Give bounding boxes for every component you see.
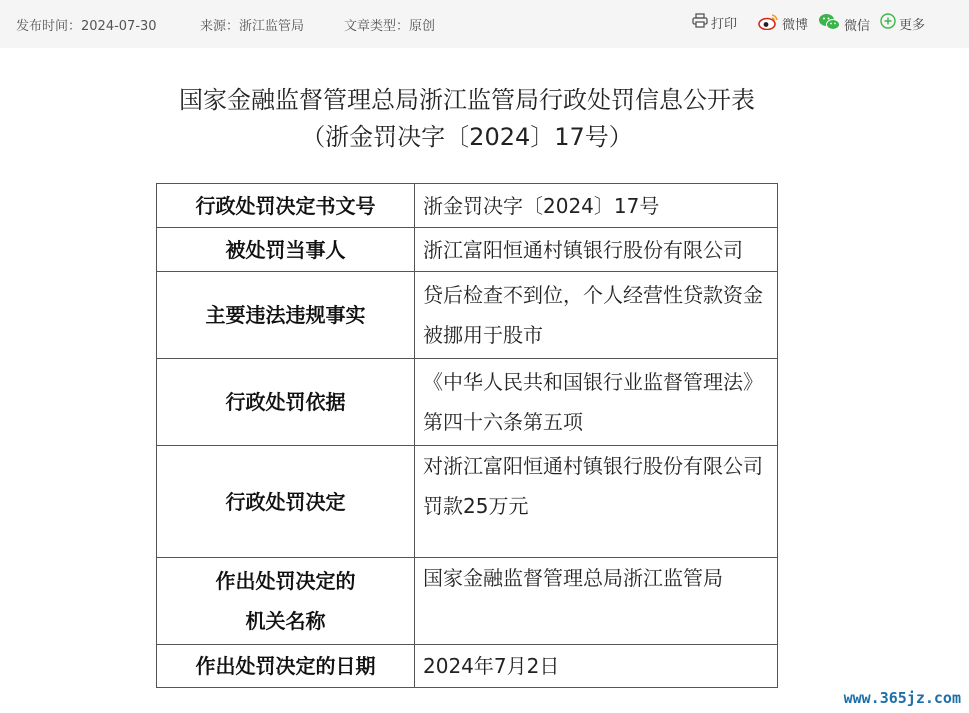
row-value: 对浙江富阳恒通村镇银行股份有限公司罚款25万元 bbox=[415, 446, 778, 558]
table-row bbox=[157, 558, 778, 645]
row-key-line: 机关名称 bbox=[245, 609, 326, 633]
table-row bbox=[157, 184, 778, 228]
source: 来源：浙江监管局 bbox=[200, 19, 305, 34]
row-value: 浙金罚决字〔2024〕17号 bbox=[415, 184, 778, 228]
row-key: 作出处罚决定的日期 bbox=[157, 645, 415, 688]
table-row bbox=[157, 272, 778, 359]
row-key: 被处罚当事人 bbox=[157, 228, 415, 272]
table-row bbox=[157, 228, 778, 272]
more-label: 更多 bbox=[899, 17, 926, 33]
row-value: 2024年7月2日 bbox=[415, 645, 778, 688]
page-title: 国家金融监督管理总局浙江监管局行政处罚信息公开表 bbox=[179, 86, 755, 114]
wechat-icon bbox=[818, 13, 841, 35]
table-row bbox=[157, 446, 778, 558]
article-type: 文章类型：原创 bbox=[344, 19, 436, 34]
publish-time: 发布时间：2024-07-30 bbox=[16, 19, 157, 34]
weibo-label: 微博 bbox=[782, 18, 809, 33]
share-more-button[interactable] bbox=[880, 13, 925, 33]
row-key: 主要违法违规事实 bbox=[157, 272, 415, 359]
table-row bbox=[157, 359, 778, 446]
page-subtitle: （浙金罚决字〔2024〕17号） bbox=[301, 123, 633, 151]
plus-circle-icon bbox=[880, 13, 896, 33]
wechat-label: 微信 bbox=[844, 18, 871, 34]
row-key: 行政处罚决定书文号 bbox=[157, 184, 415, 228]
print-button[interactable] bbox=[692, 13, 737, 32]
penalty-info-table bbox=[156, 183, 778, 688]
row-value: 《中华人民共和国银行业监督管理法》第四十六条第五项 bbox=[415, 359, 778, 446]
article-meta-bar bbox=[0, 0, 969, 48]
row-key: 行政处罚依据 bbox=[157, 359, 415, 446]
row-key-line: 作出处罚决定的 bbox=[215, 569, 356, 593]
share-weibo-button[interactable] bbox=[758, 13, 808, 34]
row-key bbox=[157, 558, 415, 645]
row-key: 行政处罚决定 bbox=[157, 446, 415, 558]
printer-icon bbox=[692, 13, 708, 32]
weibo-icon bbox=[758, 13, 779, 34]
print-label: 打印 bbox=[711, 17, 738, 32]
row-value: 浙江富阳恒通村镇银行股份有限公司 bbox=[415, 228, 778, 272]
table-row bbox=[157, 645, 778, 688]
site-watermark: www.365jz.com bbox=[843, 689, 961, 707]
row-value: 国家金融监督管理总局浙江监管局 bbox=[415, 558, 778, 645]
share-wechat-button[interactable] bbox=[818, 13, 870, 35]
row-value: 贷后检查不到位，个人经营性贷款资金被挪用于股市 bbox=[415, 272, 778, 359]
